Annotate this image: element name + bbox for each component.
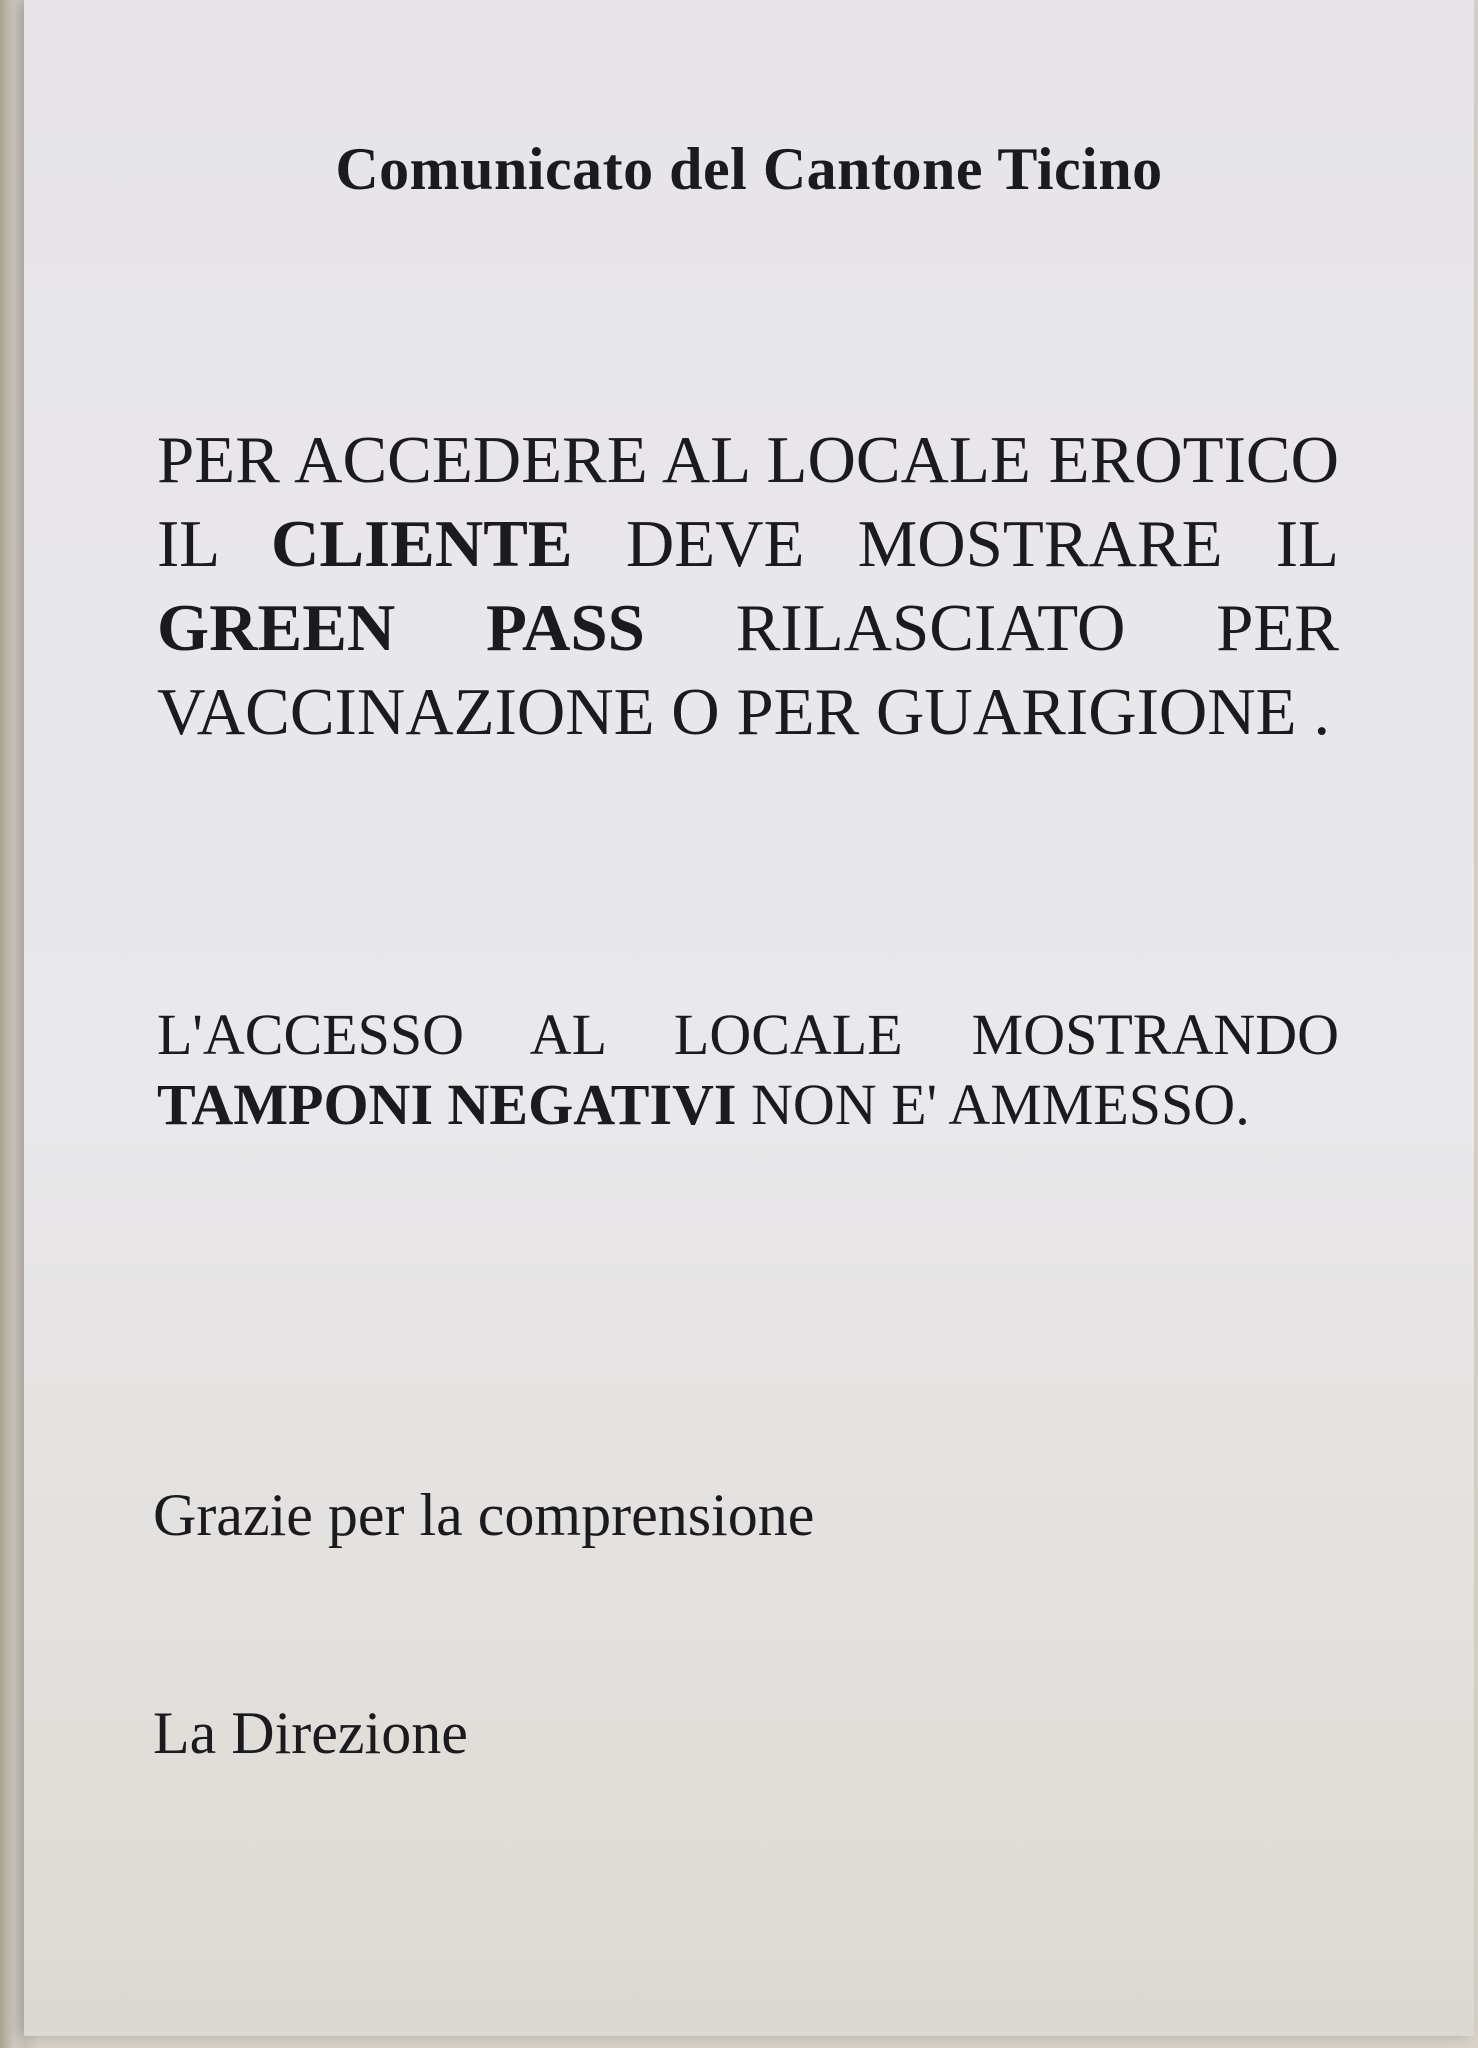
notice-title: Comunicato del Cantone Ticino [335, 136, 1163, 202]
notice-sheet [24, 0, 1474, 2036]
paragraph2-text-1: L'ACCESSO AL LOCALE MOSTRANDO [157, 1002, 1339, 1067]
paragraph1-text-3: RILASCIATO PER VACCINAZIONE O PER GUARIGIONE . [157, 591, 1339, 749]
access-requirement-paragraph [157, 418, 1339, 754]
paragraph1-bold-client: CLIENTE [270, 507, 573, 581]
paragraph2-text-2: NON E' AMMESSO. [736, 1072, 1250, 1137]
test-not-allowed-paragraph [157, 1000, 1339, 1140]
thanks-line: Grazie per la comprensione [153, 1482, 815, 1548]
paragraph2-bold-negative-tests: TAMPONI NEGATIVI [157, 1072, 737, 1137]
paragraph1-text-2: DEVE MOSTRARE IL [572, 507, 1339, 581]
signature-line: La Direzione [153, 1700, 468, 1766]
paragraph1-bold-green-pass: GREEN PASS [157, 591, 645, 665]
paragraph1-text-1: PER ACCEDERE AL LOCALE EROTICO IL [157, 423, 1339, 581]
